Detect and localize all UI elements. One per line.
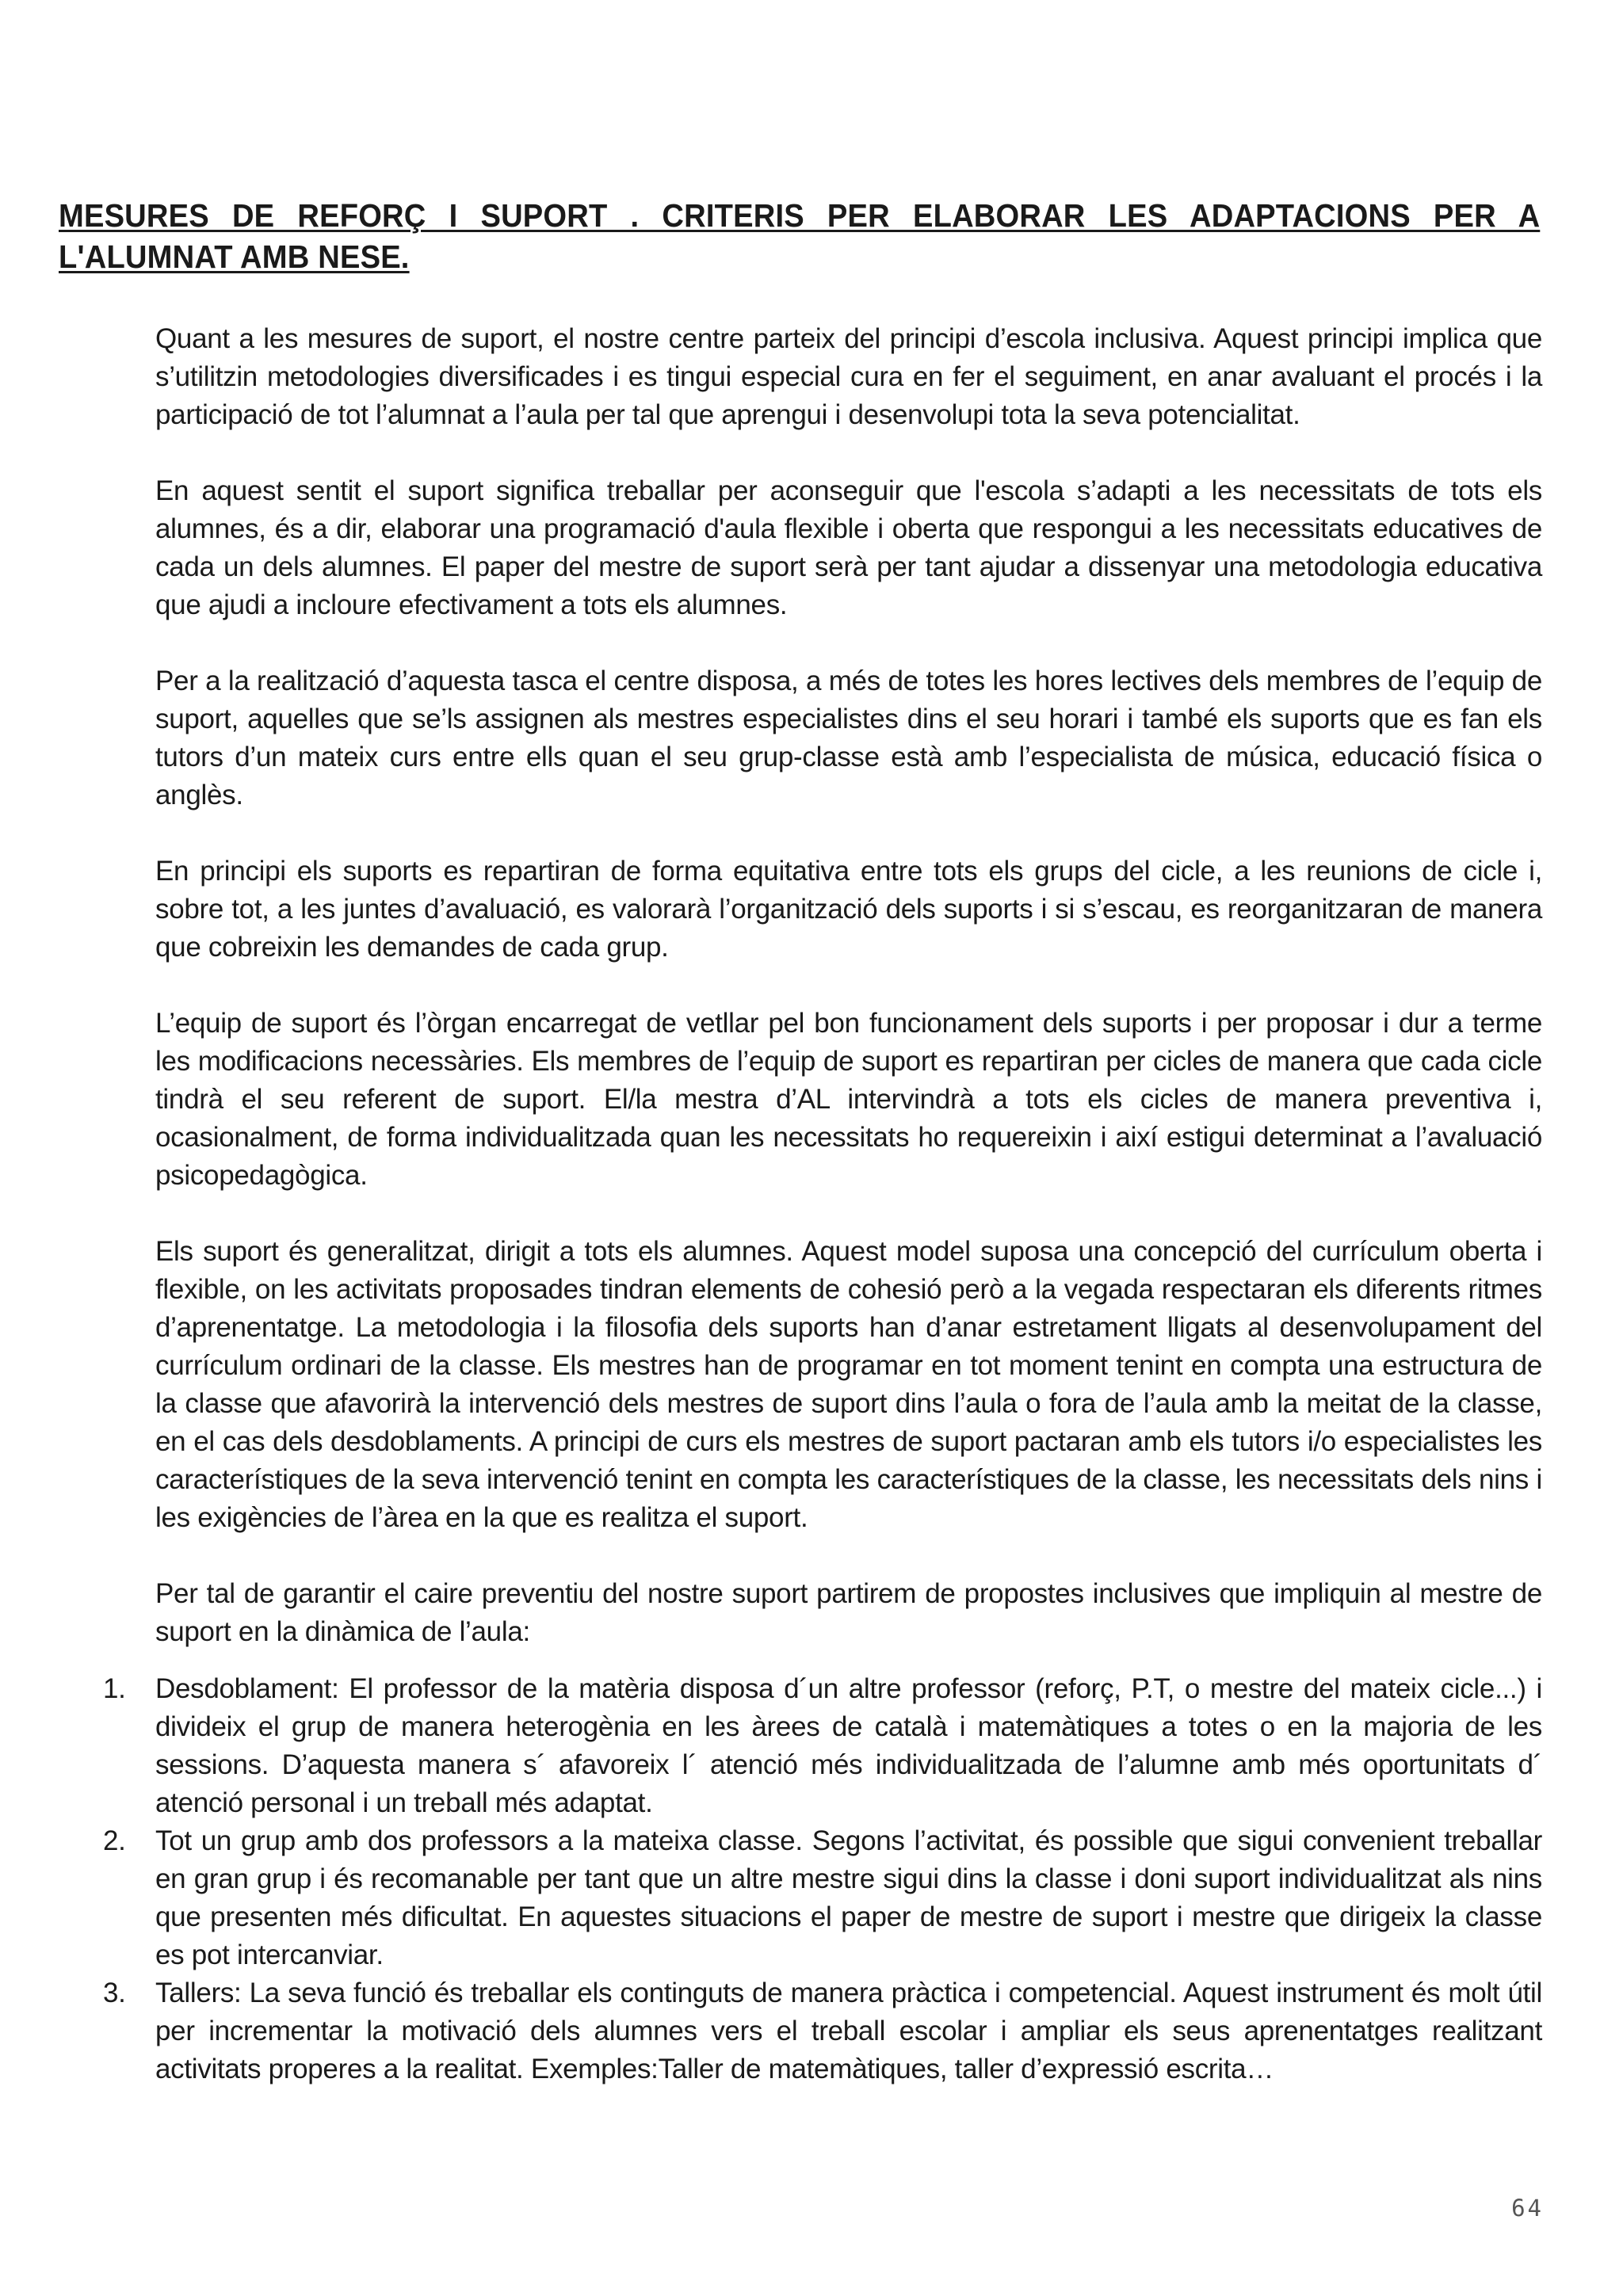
list-item — [103, 1974, 1542, 2088]
numbered-list — [103, 1670, 1542, 2088]
paragraph-6: Els suport és generalitzat, dirigit a tots els alumnes. Aquest model suposa una concepció del currículum oberta i flexible, on les activitats proposades tindran elements de cohesió però a la vegada respectaran els diferents ritmes d’aprenentatge. La metodologia i la filosofia dels suports han d’anar estretament lligats al desenvolupament del currículum ordinari de la classe. Els mestres han de programar en tot moment tenint en compta una estructura de la classe que afavorirà la intervenció dels mestres de suport dins l’aula o fora de l’aula amb la meitat de la classe, en el cas dels desdoblaments. A principi de curs els mestres de suport pactaran amb els tutors i/o especialistes les característiques de la seva intervenció tenint en compta les característiques de la classe, les necessitats dels nins i les exigències de l’àrea en la que es realitza el suport. — [155, 1236, 1542, 1533]
list-text: Desdoblament: El professor de la matèria disposa d´un altre professor (reforç, P.T, o mestre del mateix cicle...) i divideix el grup de manera heterogènia en les àrees de català i matemàtiques a totes o en la majoria de les sessions. D’aquesta manera s´ afavoreix l´ atenció més individualitzada de l’alumne amb més oportunitats d´ atenció personal i un treball més adaptat. — [155, 1673, 1542, 1818]
page-number: 64 — [1511, 2195, 1544, 2222]
list-text: Tallers: La seva funció és treballar els continguts de manera pràctica i competencial. Aquest instrument és molt útil per incrementar la motivació dels alumnes vers el treball escolar i ampliar els seus aprenentatges realitzant activitats properes a la realitat. Exemples:Taller de matemàtiques, taller d’expressió escrita… — [155, 1978, 1542, 2084]
paragraph-5: L’equip de suport és l’òrgan encarregat de vetllar pel bon funcionament dels suports i per proposar i dur a terme les modificacions necessàries. Els membres de l’equip de suport es repartiran per cicles de manera que cada cicle tindrà el seu referent de suport. El/la mestra d’AL intervindrà a tots els cicles de manera preventiva i, ocasionalment, de forma individualitzada quan les necessitats ho requereixin i així estigui determinat a l’avaluació psicopedagògica. — [155, 1008, 1542, 1191]
list-text: Tot un grup amb dos professors a la mateixa classe. Segons l’activitat, és possible que sigui convenient treballar en gran grup i és recomanable per tant que un altre mestre sigui dins la classe i doni suport individualitzat als nins que presenten més dificultat. En aquestes situacions el paper de mestre de suport i mestre que dirigeix la classe es pot intercanviar. — [155, 1825, 1542, 1970]
list-number: 1. — [103, 1673, 126, 1704]
paragraph-1: Quant a les mesures de suport, el nostre centre parteix del principi d’escola inclusiva. Aquest principi implica que s’utilitzin metodologies diversificades i es tingui especial cura en fer el seguiment, en anar avaluant el procés i la participació de tot l’alumnat a l’aula per tal que aprengui i desenvolupi tota la seva potencialitat. — [155, 323, 1542, 430]
paragraph-2: En aquest sentit el suport significa treballar per aconseguir que l'escola s’adapti a les necessitats de tots els alumnes, és a dir, elaborar una programació d'aula flexible i oberta que respongui a les necessitats educatives de cada un dels alumnes. El paper del mestre de suport serà per tant ajudar a dissenyar una metodologia educativa que ajudi a incloure efectivament a tots els alumnes. — [155, 475, 1542, 620]
body-text — [155, 320, 1542, 1689]
list-number: 3. — [103, 1978, 126, 2008]
list-item — [103, 1822, 1542, 1974]
paragraph-7: Per tal de garantir el caire preventiu del nostre suport partirem de propostes inclusives que impliquin al mestre de suport en la dinàmica de l’aula: — [155, 1578, 1542, 1647]
paragraph-3: Per a la realització d’aquesta tasca el centre disposa, a més de totes les hores lectives dels membres de l’equip de suport, aquelles que se’ls assignen als mestres especialistes dins el seu horari i també els suports que es fan els tutors d’un mateix curs entre ells quan el seu grup-classe està amb l’especialista de música, educació física o anglès. — [155, 666, 1542, 810]
paragraph-4: En principi els suports es repartiran de forma equitativa entre tots els grups del cicle, a les reunions de cicle i, sobre tot, a les juntes d’avaluació, es valorarà l’organització dels suports i si s’escau, es reorganitzaran de manera que cobreixin les demandes de cada grup. — [155, 856, 1542, 963]
list-item — [103, 1670, 1542, 1822]
list-number: 2. — [103, 1825, 126, 1856]
page-title: MESURES DE REFORÇ I SUPORT . CRITERIS PER ELABORAR LES ADAPTACIONS PER A L'ALUMNAT AMB NESE. — [59, 197, 1541, 275]
